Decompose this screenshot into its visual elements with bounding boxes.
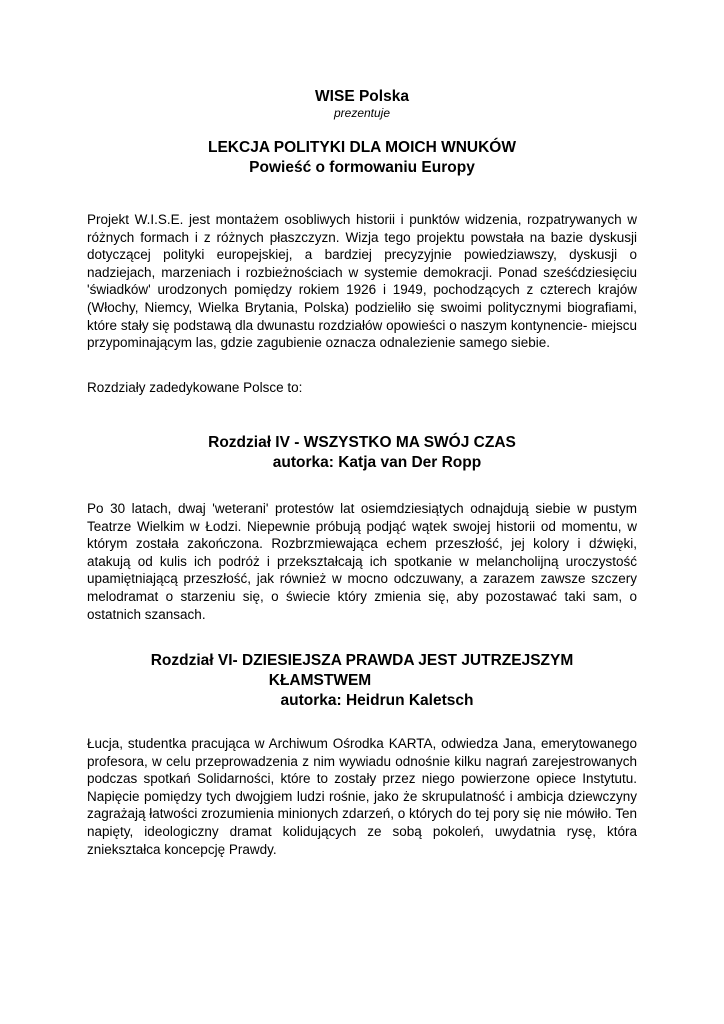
chapter-4-heading [87,433,637,473]
title-line-2: Powieść o formowaniu Europy [249,159,475,176]
intro-paragraph: Projekt W.I.S.E. jest montażem osobliwych historii i punktów widzenia, rozpatrywanych w różnych formach i z różnych płaszczyzn. Wizja tego projektu powstała na bazie dyskusji dotyczącej polityki europejskiej, a bardziej precyzyjnie powiedziawszy, dyskusji o nadziejach, marzeniach i rozbieżnościach w systemie demokracji. Ponad sześćdziesięciu 'świadków' urodzonych pomiędzy rokiem 1926 i 1949, pochodzących z czterech krajów (Włochy, Niemcy, Wielka Brytania, Polska) podzieliło się swoimi politycznymi biografiami, które stały się podstawą dla dwunastu rozdziałów opowieści o naszym kontynencie- miejscu przypominającym las, gdzie zagubienie oznacza odnalezienie samego siebie. [87,212,637,351]
chapters-intro: Rozdziały zadedykowane Polsce to: [87,380,303,395]
title-line-1: LEKCJA POLITYKI DLA MOICH WNUKÓW [208,139,516,156]
chapter-6-heading [87,651,637,711]
chapter-4-description: Po 30 latach, dwaj 'weterani' protestów lat osiemdziesiątych odnajdują siebie w pustym Teatrze Wielkim w Łodzi. Niepewnie próbują podjąć wątek swojej historii od momentu, w którym została zakończona. Rozbrzmiewająca echem przeszłość, jej kolory i dźwięki, atakują od kulis ich podróż i przekształcają ich spotkanie w melancholijną uroczystość upamiętniającą przeszłość, jak również w mocno odczuwany, a zarazem zawsze szczery melodramat o starzeniu się, o świecie który zmienia się, aby pozostawać taki sam, o ostatnich szansach. [87,501,637,622]
presents-label: prezentuje [333,106,391,120]
chapter-4-title: Rozdział IV - WSZYSTKO MA SWÓJ CZAS [208,434,516,451]
organization-name: WISE Polska [315,88,409,105]
chapter-6-title-line-1: Rozdział VI- DZIESIEJSZA PRAWDA JEST JUTRZEJSZYM [150,652,574,669]
chapter-4-author: autorka: Katja van Der Ropp [272,454,482,471]
chapter-6-author: autorka: Heidrun Kaletsch [280,692,474,709]
chapter-6-description: Łucja, studentka pracująca w Archiwum Ośrodka KARTA, odwiedza Jana, emerytowanego profesora, w celu przeprowadzenia z nim wywiadu odnośnie kilku nagrań zarejestrowanych podczas spotkań Solidarności, które to zostały przez niego powierzone opiece Instytutu. Napięcie pomiędzy tych dwojgiem ludzi rośnie, jako że skrupulatność i ambicja dziewczyny zagrażają łatwości zrozumienia minionych zdarzeń, o których do tej pory się nie mówiło. Ten napięty, ideologiczny dramat kolidujących ze sobą pokoleń, uwydatnia rysę, która zniekształca koncepcję Prawdy. [87,736,637,857]
chapter-6-title-line-2: KŁAMSTWEM [268,672,372,689]
document-title [87,138,637,178]
